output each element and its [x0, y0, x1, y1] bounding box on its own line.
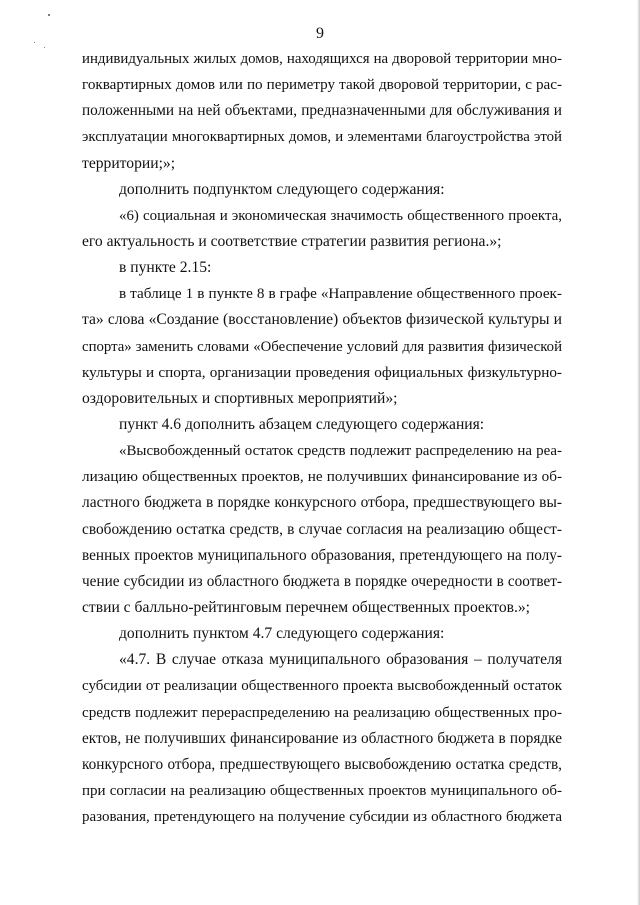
text-line: дополнить пунктом 4.7 следующего содержания:: [119, 625, 445, 643]
text-line: спорта» заменить словами «Обеспечение условий для развития физической: [82, 338, 562, 355]
text-line: конкурсного отбора, предшествующего высвобождению остатка средств,: [82, 755, 562, 773]
text-line: средств подлежит перераспределению на реализацию общественных про-: [82, 704, 562, 721]
scan-speck: [48, 14, 50, 16]
text-line: при согласии на реализацию общественных проектов муниципального об-: [82, 782, 562, 799]
text-line: эксплуатации многоквартирных домов, и элементами благоустройства этой: [82, 129, 562, 146]
text-line: ластного бюджета в порядке конкурсного отбора, предшествующего вы-: [82, 494, 562, 512]
text-line: культуры и спорта, организации проведения официальных физкультурно-: [82, 363, 562, 381]
text-line: пункт 4.6 дополнить абзацем следующего содержания:: [119, 415, 485, 433]
text-line: в таблице 1 в пункте 8 в графе «Направление общественного проек-: [119, 285, 562, 303]
text-line: оздоровительных и спортивных мероприятий»;: [82, 389, 398, 407]
text-line: индивидуальных жилых домов, находящихся на дворовой территории мно-: [82, 51, 562, 67]
scan-speck: [44, 47, 45, 48]
text-line: ектов, не получивших финансирование из областного бюджета в порядке: [82, 729, 562, 747]
text-line: ствии с балльно-рейтинговым перечнем общественных проектов.»;: [82, 598, 531, 616]
text-line: венных проектов муниципального образования, претендующего на полу-: [82, 546, 562, 564]
text-line: «Высвобожденный остаток средств подлежит распределению на реа-: [119, 443, 562, 460]
text-line: «6) социальная и экономическая значимость общественного проекта,: [119, 207, 562, 224]
text-line: гоквартирных домов или по периметру такой дворовой территории, с рас-: [82, 77, 562, 94]
text-line: субсидии от реализации общественного проекта высвобожденный остаток: [82, 678, 562, 695]
text-line: его актуальность и соответствие стратегии развития региона.»;: [82, 232, 502, 250]
document-body: [82, 46, 562, 830]
page-number: 9: [316, 25, 324, 42]
text-line: дополнить подпунктом следующего содержания:: [119, 180, 445, 198]
text-line: разования, претендующего на получение субсидии из областного бюджета: [82, 809, 562, 826]
text-line: «4.7. В случае отказа муниципального образования – получателя: [119, 651, 562, 669]
text-line: лизацию общественных проектов, не получивших финансирование из об-: [82, 468, 562, 486]
text-line: положенными на ней объектами, предназначенными для обслуживания и: [82, 102, 562, 120]
text-line: в пункте 2.15:: [119, 259, 212, 277]
text-line: чение субсидии из областного бюджета в порядке очередности в соответ-: [82, 572, 562, 590]
text-line: территории;»;: [82, 154, 176, 172]
text-line: та» слова «Создание (восстановление) объектов физической культуры и: [82, 311, 562, 329]
text-line: свобождению остатка средств, в случае согласия на реализацию общест-: [82, 520, 562, 538]
